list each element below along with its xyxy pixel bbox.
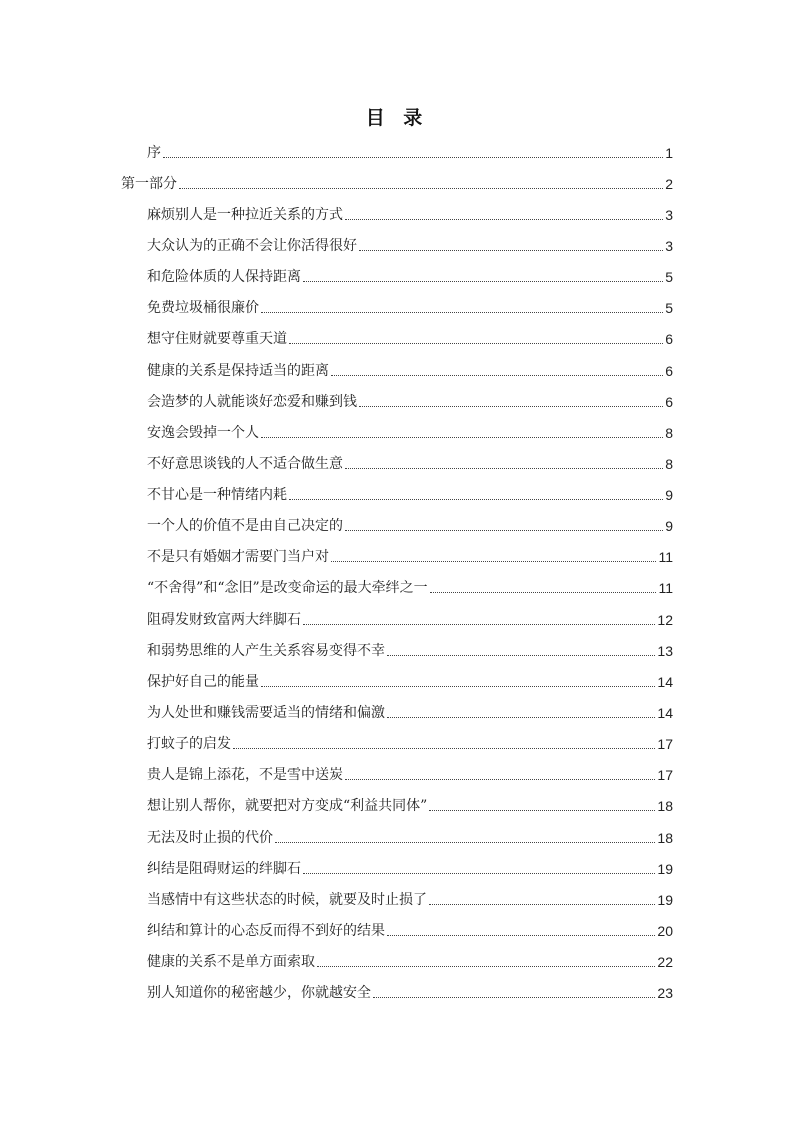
dot-leader	[387, 655, 655, 656]
toc-entry-label[interactable]: 大众认为的正确不会让你活得很好	[147, 238, 357, 254]
toc-entry[interactable]	[147, 292, 673, 318]
toc-entry-page-number[interactable]: 8	[665, 456, 673, 472]
dot-leader	[233, 748, 655, 749]
dot-leader	[261, 312, 663, 313]
toc-entry-label[interactable]: 为人处世和赚钱需要适当的情绪和偏激	[147, 705, 385, 721]
toc-entry-label[interactable]: 一个人的价值不是由自己决定的	[147, 518, 343, 534]
toc-entry-page-number[interactable]: 11	[658, 549, 673, 565]
toc-entry[interactable]	[147, 946, 673, 972]
toc-entry-label[interactable]: 不是只有婚姻才需要门当户对	[147, 549, 329, 565]
toc-entry[interactable]	[147, 510, 673, 536]
toc-entry-page-number[interactable]: 11	[658, 580, 673, 596]
toc-entry[interactable]	[147, 199, 673, 225]
toc-entry-page-number[interactable]: 23	[657, 985, 673, 1001]
toc-entry[interactable]	[147, 137, 673, 163]
toc-entry-label[interactable]: 别人知道你的秘密越少，你就越安全	[147, 985, 371, 1001]
toc-entry-label[interactable]: 纠结和算计的心态反而得不到好的结果	[147, 923, 385, 939]
toc-entry-page-number[interactable]: 17	[657, 767, 673, 783]
dot-leader	[275, 842, 655, 843]
toc-entry[interactable]	[147, 759, 673, 785]
toc-entry-page-number[interactable]: 14	[657, 674, 673, 690]
dot-leader	[345, 468, 663, 469]
toc-entry-label[interactable]: 免费垃圾桶很廉价	[147, 300, 259, 316]
toc-entry-label[interactable]: 当感情中有这些状态的时候，就要及时止损了	[147, 892, 427, 908]
toc-entry-label[interactable]: 麻烦别人是一种拉近关系的方式	[147, 207, 343, 223]
toc-title: 目 录	[365, 107, 429, 129]
dot-leader	[429, 904, 655, 905]
toc-entry[interactable]	[147, 604, 673, 630]
toc-entry-label[interactable]: 安逸会毁掉一个人	[147, 425, 259, 441]
toc-entry-page-number[interactable]: 12	[657, 612, 673, 628]
toc-entry-page-number[interactable]: 19	[657, 892, 673, 908]
toc-entry[interactable]	[147, 448, 673, 474]
toc-entry-page-number[interactable]: 6	[665, 394, 673, 410]
dot-leader	[359, 406, 663, 407]
toc-entry[interactable]	[147, 884, 673, 910]
toc-entry-page-number[interactable]: 22	[657, 954, 673, 970]
toc-entry[interactable]	[147, 572, 673, 598]
toc-entry[interactable]	[147, 417, 673, 443]
toc-entry[interactable]	[147, 261, 673, 287]
toc-entry-page-number[interactable]: 5	[665, 269, 673, 285]
toc-entry-page-number[interactable]: 8	[665, 425, 673, 441]
toc-entry-label[interactable]: 保护好自己的能量	[147, 674, 259, 690]
toc-entry[interactable]	[147, 323, 673, 349]
toc-entry[interactable]	[147, 977, 673, 1003]
dot-leader	[303, 873, 655, 874]
toc-entry-label[interactable]: “不舍得”和“念旧”是改变命运的最大牵绊之一	[147, 580, 428, 596]
toc-entry-label[interactable]: 打蚊子的启发	[147, 736, 231, 752]
dot-leader	[163, 157, 663, 158]
toc-entry-label[interactable]: 和弱势思维的人产生关系容易变得不幸	[147, 643, 385, 659]
toc-entry-page-number[interactable]: 3	[665, 238, 673, 254]
toc-entry[interactable]	[147, 479, 673, 505]
dot-leader	[261, 686, 655, 687]
toc-entry[interactable]	[147, 635, 673, 661]
toc-entry-page-number[interactable]: 19	[657, 861, 673, 877]
dot-leader	[387, 935, 655, 936]
toc-entry-page-number[interactable]: 18	[657, 830, 673, 846]
toc-entry-page-number[interactable]: 6	[665, 331, 673, 347]
dot-leader	[345, 219, 663, 220]
dot-leader	[430, 592, 657, 593]
toc-entry-page-number[interactable]: 2	[665, 176, 673, 192]
toc-entry[interactable]	[147, 355, 673, 381]
toc-entry[interactable]	[147, 666, 673, 692]
dot-leader	[289, 343, 663, 344]
toc-entry[interactable]	[147, 386, 673, 412]
toc-entry-page-number[interactable]: 17	[657, 736, 673, 752]
dot-leader	[359, 250, 663, 251]
dot-leader	[345, 530, 663, 531]
toc-entry-label[interactable]: 和危险体质的人保持距离	[147, 269, 301, 285]
toc-entry-page-number[interactable]: 1	[665, 145, 673, 161]
toc-entry[interactable]	[121, 168, 673, 194]
toc-entry-label[interactable]: 阻碍发财致富两大绊脚石	[147, 612, 301, 628]
toc-entry-label[interactable]: 第一部分	[121, 176, 177, 192]
toc-entry[interactable]	[147, 822, 673, 848]
toc-entry-label[interactable]: 纠结是阻碍财运的绊脚石	[147, 861, 301, 877]
toc-entry-page-number[interactable]: 20	[657, 923, 673, 939]
dot-leader	[345, 779, 655, 780]
toc-entry-label[interactable]: 序	[147, 145, 161, 161]
dot-leader	[331, 561, 656, 562]
toc-entry-label[interactable]: 会造梦的人就能谈好恋爱和赚到钱	[147, 394, 357, 410]
toc-entry[interactable]	[147, 853, 673, 879]
toc-entry[interactable]	[147, 230, 673, 256]
dot-leader	[179, 188, 663, 189]
toc-entry-page-number[interactable]: 5	[665, 300, 673, 316]
toc-entry-label[interactable]: 想守住财就要尊重天道	[147, 331, 287, 347]
toc-entry-page-number[interactable]: 9	[665, 518, 673, 534]
dot-leader	[289, 499, 663, 500]
toc-entry[interactable]	[147, 541, 673, 567]
dot-leader	[373, 997, 655, 998]
toc-entry[interactable]	[147, 915, 673, 941]
toc-entry-label[interactable]: 健康的关系不是单方面索取	[147, 954, 315, 970]
toc-entry-page-number[interactable]: 14	[657, 705, 673, 721]
dot-leader	[429, 810, 655, 811]
dot-leader	[317, 966, 655, 967]
toc-entry-label[interactable]: 想让别人帮你，就要把对方变成“利益共同体”	[147, 798, 428, 814]
dot-leader	[303, 624, 655, 625]
toc-entry[interactable]	[147, 697, 673, 723]
toc-entry-page-number[interactable]: 13	[657, 643, 673, 659]
toc-entry[interactable]	[147, 728, 673, 754]
dot-leader	[331, 375, 663, 376]
toc-entry-page-number[interactable]: 3	[665, 207, 673, 223]
toc-entry-label[interactable]: 无法及时止损的代价	[147, 830, 273, 846]
toc-entry[interactable]	[147, 790, 673, 816]
toc-entry-label[interactable]: 不好意思谈钱的人不适合做生意	[147, 456, 343, 472]
toc-entry-label[interactable]: 不甘心是一种情绪内耗	[147, 487, 287, 503]
toc-entry-label[interactable]: 健康的关系是保持适当的距离	[147, 363, 329, 379]
toc-entry-page-number[interactable]: 9	[665, 487, 673, 503]
toc-entry-page-number[interactable]: 6	[665, 363, 673, 379]
dot-leader	[261, 437, 663, 438]
toc-entry-label[interactable]: 贵人是锦上添花，不是雪中送炭	[147, 767, 343, 783]
dot-leader	[387, 717, 655, 718]
dot-leader	[303, 281, 663, 282]
toc-entry-page-number[interactable]: 18	[657, 798, 673, 814]
